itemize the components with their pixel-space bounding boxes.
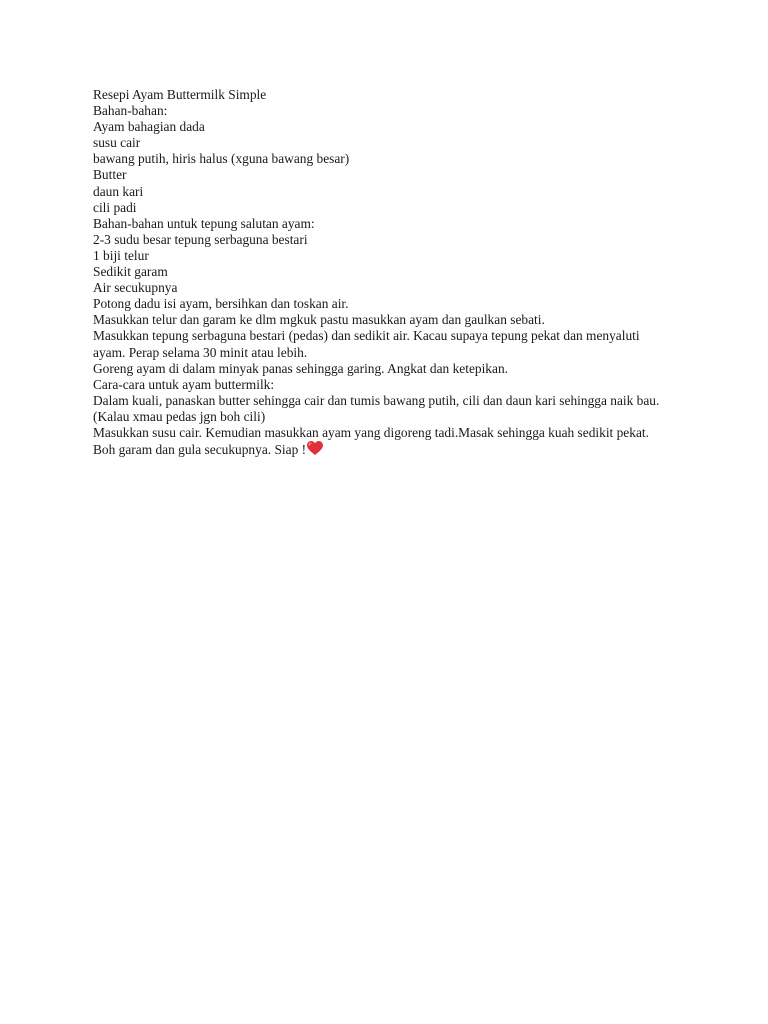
ingredient-item: susu cair — [93, 135, 141, 151]
recipe-title: Resepi Ayam Buttermilk Simple — [93, 87, 267, 102]
ingredients-heading: Bahan-bahan: — [93, 103, 168, 119]
step-paragraph: Masukkan tepung serbaguna bestari (pedas) dan sedikit air. Kacau supaya tepung pekat dan menyaluti ayam. Perap selama 30 minit atau lebih. — [93, 328, 640, 360]
final-step-text: Masukkan susu cair. Kemudian masukkan ayam yang digoreng tadi.Masak sehingga kuah sedikit pekat. Boh garam dan gula secukupnya. Siap ! — [93, 424, 649, 458]
coating-item: 2-3 sudu besar tepung serbaguna bestari — [93, 231, 308, 247]
step-paragraph: Dalam kuali, panaskan butter sehingga cair dan tumis bawang putih, cili dan daun kari sehingga naik bau. (Kalau xmau pedas jgn boh cili) — [93, 392, 660, 424]
heart-icon — [307, 441, 323, 456]
step-paragraph: Goreng ayam di dalam minyak panas sehingga garing. Angkat dan ketepikan. — [93, 360, 508, 376]
step-paragraph: Masukkan telur dan garam ke dlm mgkuk pastu masukkan ayam dan gaulkan sebati. — [93, 312, 545, 328]
ingredient-item: Butter — [93, 167, 127, 183]
ingredient-item: cili padi — [93, 199, 137, 215]
ingredient-item: bawang putih, hiris halus (xguna bawang besar) — [93, 151, 350, 167]
coating-item: Sedikit garam — [93, 264, 168, 280]
recipe-document — [93, 87, 673, 458]
step-paragraph: Potong dadu isi ayam, bersihkan dan toskan air. — [93, 296, 349, 312]
buttermilk-heading: Cara-cara untuk ayam buttermilk: — [93, 376, 275, 392]
final-step-paragraph — [93, 425, 673, 458]
ingredient-item: Ayam bahagian dada — [93, 119, 205, 135]
coating-item: Air secukupnya — [93, 280, 178, 296]
ingredient-item: daun kari — [93, 183, 144, 199]
coating-heading: Bahan-bahan untuk tepung salutan ayam: — [93, 215, 315, 231]
coating-item: 1 biji telur — [93, 247, 149, 263]
